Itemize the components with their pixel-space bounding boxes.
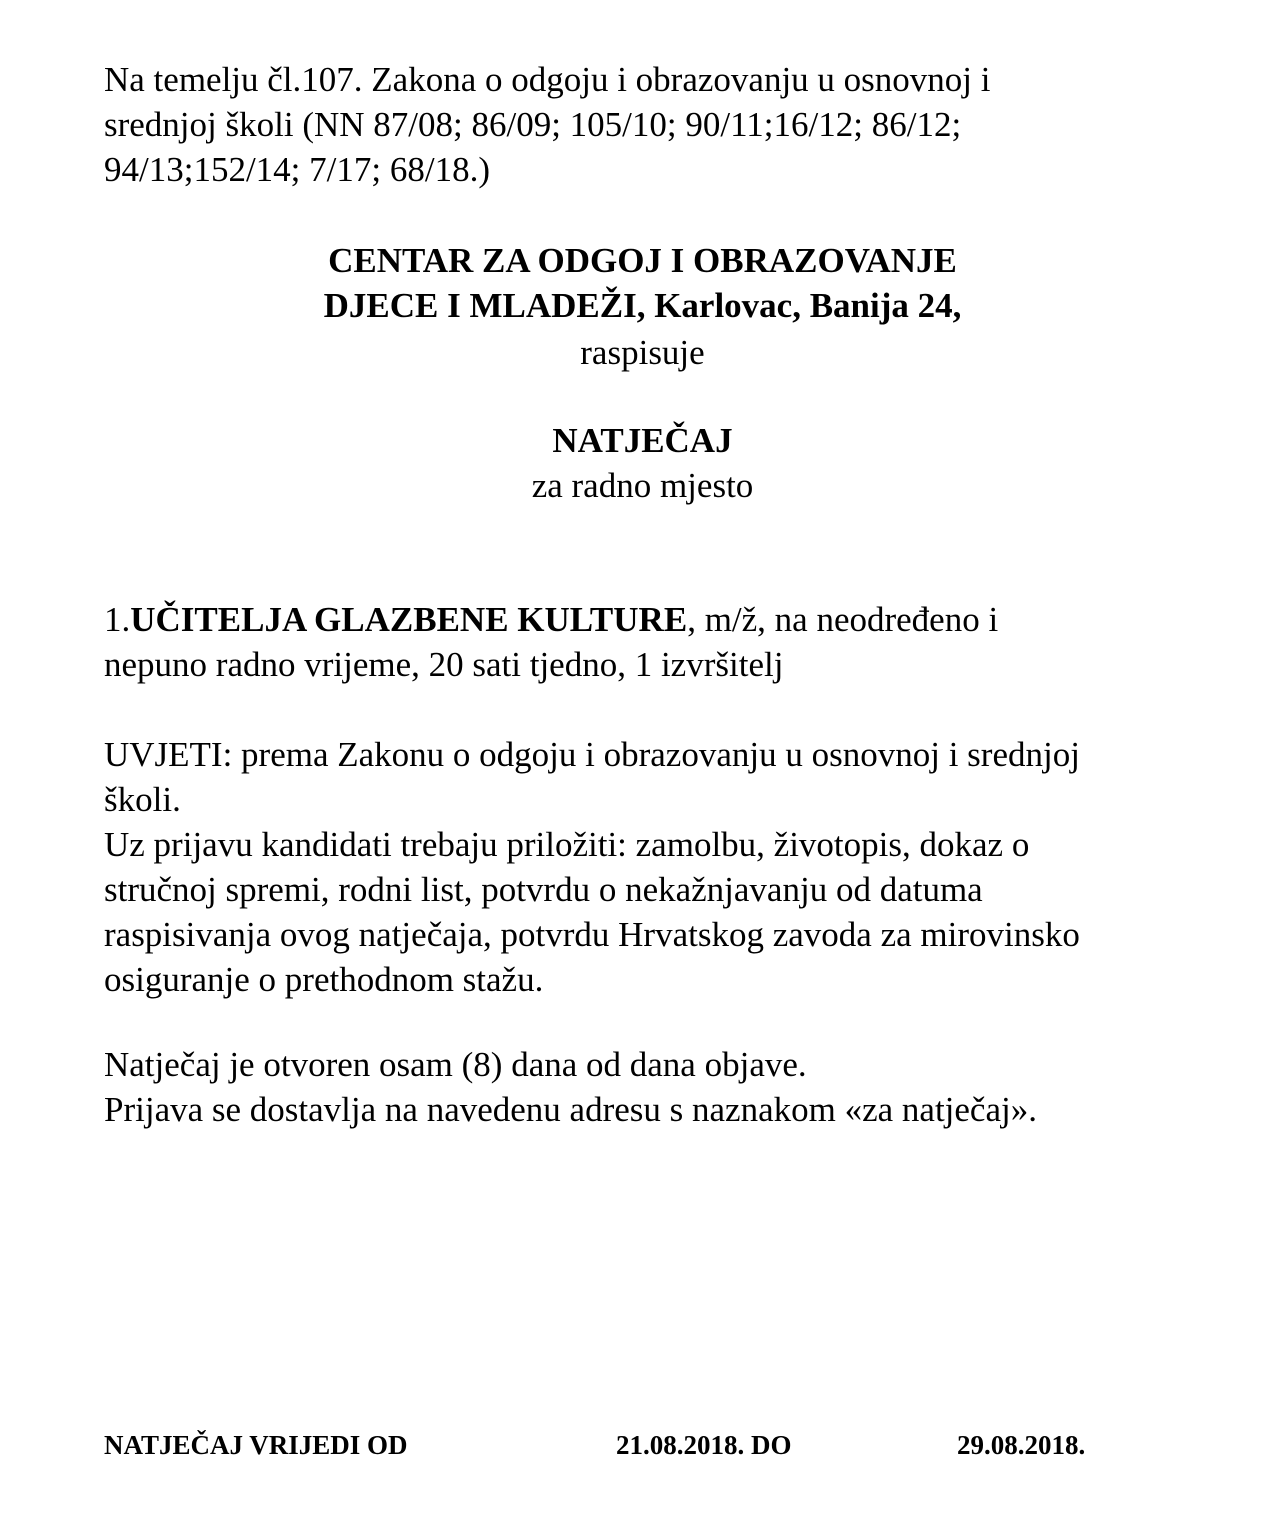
legal-basis-line: Na temelju čl.107. Zakona o odgoju i obrazovanju u osnovnoj i <box>104 60 991 99</box>
application-paragraph <box>104 1042 1204 1132</box>
legal-basis-paragraph <box>104 57 1204 192</box>
position-details: , m/ž, na neodređeno i <box>687 600 999 639</box>
organization-name-line: CENTAR ZA ODGOJ I OBRAZOVANJE <box>328 241 957 280</box>
conditions-paragraph <box>104 732 1204 1002</box>
organization-heading <box>0 238 1285 328</box>
position-name: UČITELJA GLAZBENE KULTURE <box>130 600 688 639</box>
announcement-subtitle: za radno mjesto <box>531 466 754 505</box>
validity-to-date: 29.08.2018. <box>957 1430 1086 1460</box>
conditions-line: osiguranje o prethodnom stažu. <box>104 960 544 999</box>
position-number: 1. <box>104 600 131 639</box>
position-paragraph <box>104 597 1204 687</box>
position-line <box>104 597 1204 642</box>
legal-basis-line: srednjoj školi (NN 87/08; 86/09; 105/10; 90/11;16/12; 86/12; <box>104 105 962 144</box>
application-line: Natječaj je otvoren osam (8) dana od dana objave. <box>104 1045 807 1084</box>
validity-from-date: 21.08.2018. DO <box>616 1430 792 1460</box>
conditions-line: raspisivanja ovog natječaja, potvrdu Hrvatskog zavoda za mirovinsko <box>104 915 1080 954</box>
announcement-title: NATJEČAJ <box>552 421 733 460</box>
position-details-line: nepuno radno vrijeme, 20 sati tjedno, 1 izvršitelj <box>104 645 784 684</box>
validity-label: NATJEČAJ VRIJEDI OD <box>104 1430 408 1460</box>
legal-basis-line: 94/13;152/14; 7/17; 68/18.) <box>104 150 490 189</box>
application-line: Prijava se dostavlja na navedenu adresu s naznakom «za natječaj». <box>104 1090 1037 1129</box>
announce-verb: raspisuje <box>580 333 705 372</box>
conditions-line: UVJETI: prema Zakonu o odgoju i obrazovanju u osnovnoj i srednjoj <box>104 735 1080 774</box>
conditions-line: školi. <box>104 780 181 819</box>
conditions-line: Uz prijavu kandidati trebaju priložiti: zamolbu, životopis, dokaz o <box>104 825 1030 864</box>
conditions-line: stručnoj spremi, rodni list, potvrdu o nekažnjavanju od datuma <box>104 870 983 909</box>
organization-address-line: DJECE I MLADEŽI, Karlovac, Banija 24, <box>323 286 962 325</box>
